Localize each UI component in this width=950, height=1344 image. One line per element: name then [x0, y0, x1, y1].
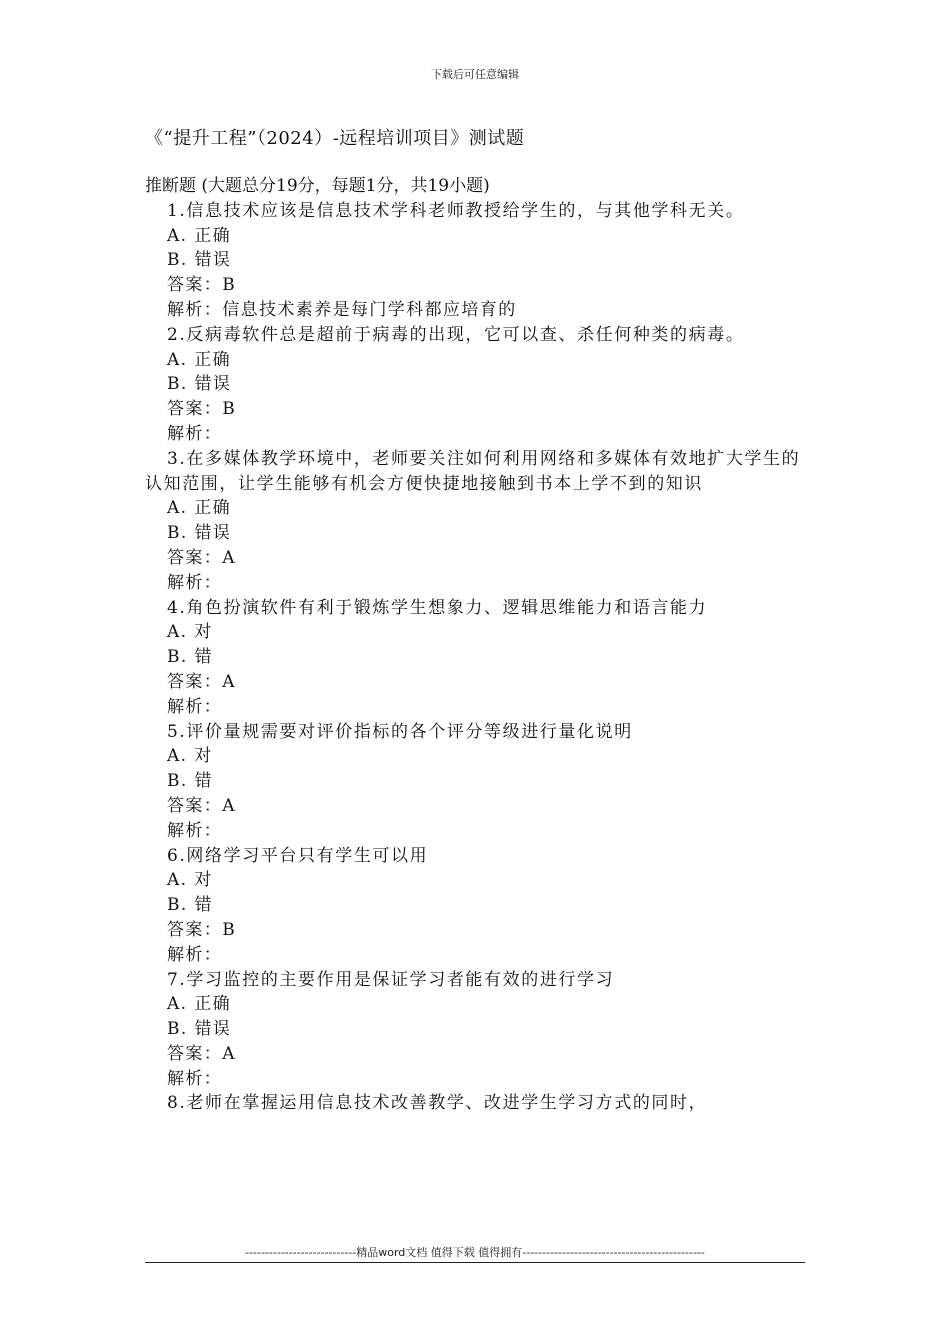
- question-text: 1.信息技术应该是信息技术学科老师教授给学生的，与其他学科无关。: [167, 200, 745, 221]
- option-b: B. 错: [167, 895, 213, 916]
- explanation: 解析：: [167, 820, 223, 841]
- document-title: 《“提升工程”（2024）-远程培训项目》测试题: [145, 128, 525, 149]
- explanation: 解析：: [167, 572, 223, 593]
- question-item: [145, 323, 810, 447]
- explanation: 解析：信息技术素养是每门学科都应培育的: [167, 299, 517, 320]
- question-text: 3.在多媒体教学环境中，老师要关注如何利用网络和多媒体有效地扩大学生的认知范围，让学生能够有机会方便快捷地接触到书本上学不到的知识: [145, 448, 801, 494]
- option-b: B. 错误: [167, 523, 232, 544]
- document-body: [145, 174, 810, 1116]
- question-text: 6.网络学习平台只有学生可以用: [167, 845, 429, 866]
- explanation: 解析：: [167, 423, 223, 444]
- explanation: 解析：: [167, 1068, 223, 1089]
- option-b: B. 错误: [167, 1019, 232, 1040]
- answer: 答案：B: [167, 399, 237, 420]
- question-item: [145, 968, 810, 1092]
- question-text: 8.老师在掌握运用信息技术改善教学、改进学生学习方式的同时，: [167, 1093, 708, 1114]
- question-item: [145, 844, 810, 968]
- question-item: [145, 199, 810, 323]
- option-b: B. 错误: [167, 250, 232, 271]
- option-b: B. 错误: [167, 374, 232, 395]
- question-text: 5.评价量规需要对评价指标的各个评分等级进行量化说明: [167, 721, 633, 742]
- page-footer: ----------------------------精品word文档 值得下载 值得拥有----------------------------------------------: [245, 1246, 705, 1259]
- question-item: [145, 447, 810, 596]
- question-text: 7.学习监控的主要作用是保证学习者能有效的进行学习: [167, 969, 615, 990]
- question-text: 4.角色扮演软件有利于锻炼学生想象力、逻辑思维能力和语言能力: [167, 597, 708, 618]
- explanation: 解析：: [167, 944, 223, 965]
- option-a: A. 正确: [167, 498, 232, 519]
- answer: 答案：A: [167, 671, 236, 692]
- answer: 答案：A: [167, 1043, 236, 1064]
- question-text: 2.反病毒软件总是超前于病毒的出现，它可以查、杀任何种类的病毒。: [167, 324, 745, 345]
- question-item: [145, 596, 810, 720]
- explanation: 解析：: [167, 696, 223, 717]
- question-item: [145, 720, 810, 844]
- option-a: A. 对: [167, 870, 213, 891]
- option-b: B. 错: [167, 647, 213, 668]
- footer-divider: [145, 1262, 805, 1263]
- answer: 答案：A: [167, 547, 236, 568]
- option-a: A. 正确: [167, 349, 232, 370]
- answer: 答案：B: [167, 275, 237, 296]
- answer: 答案：B: [167, 919, 237, 940]
- option-a: A. 正确: [167, 994, 232, 1015]
- option-a: A. 对: [167, 746, 213, 767]
- page-header: 下载后可任意编辑: [431, 68, 519, 81]
- option-a: A. 正确: [167, 225, 232, 246]
- section-heading: 推断题 (大题总分19分，每题1分，共19小题): [145, 176, 490, 196]
- option-b: B. 错: [167, 771, 213, 792]
- option-a: A. 对: [167, 622, 213, 643]
- answer: 答案：A: [167, 795, 236, 816]
